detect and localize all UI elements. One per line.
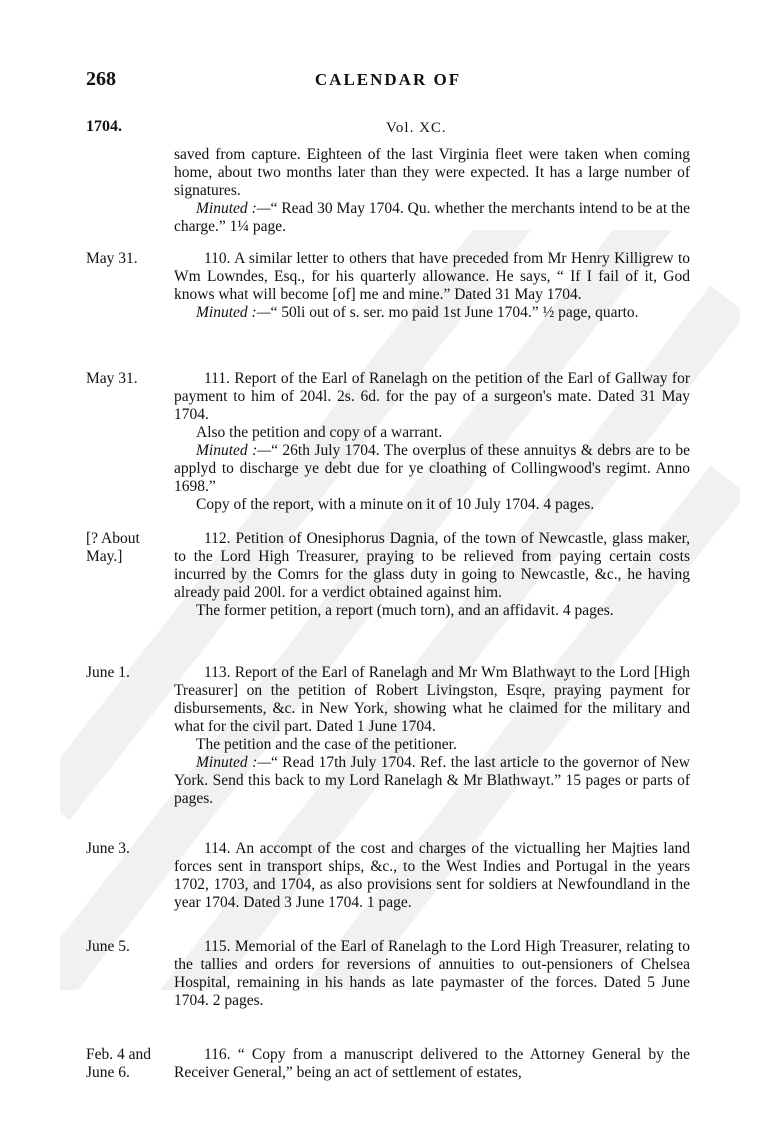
minute-text: “ Read 17th July 1704. Ref. the last article to the governor of New York. Send this back to my Lord Ranelagh & Mr Blathwayt.” 15 pages or parts of pages. (174, 754, 690, 807)
entry-date: May 31. (86, 370, 138, 387)
sub-header (86, 118, 690, 140)
entry-extra: The former petition, a report (much torn), and an affidavit. 4 pages. (196, 602, 614, 619)
entry-text: 113. Report of the Earl of Ranelagh and Mr Wm Blathwayt to the Lord [High Treasurer] on the petition of Robert Livingston, Esqre, praying payment for disbursements, &c. in New York, showing what he claimed for the military and what for the civil part. Dated 1 June 1704. (174, 664, 690, 735)
entry-minute (174, 200, 690, 236)
entry-text: 112. Petition of Onesiphorus Dagnia, of the town of Newcastle, glass maker, to the Lord High Treasurer, praying to be relieved from paying certain costs incurred by the Comrs for the glass duty in going to Newcastle, &c., he having already paid 200l. for a verdict obtained against him. (174, 530, 690, 601)
entry-text: 116. “ Copy from a manuscript delivered to the Attorney General by the Receiver General,” being an act of settlement of estates, (174, 1046, 690, 1081)
page-header (86, 68, 690, 98)
entry-body (174, 146, 690, 236)
entry-date: June 3. (86, 840, 130, 857)
entry-body (174, 250, 690, 322)
entry-minute (174, 754, 690, 808)
entry-extra: The petition and the case of the petitioner. (196, 736, 457, 753)
volume-label: Vol. XC. (386, 120, 447, 136)
minute-label: Minuted :— (196, 754, 272, 771)
entry-date: Feb. 4 and June 6. (86, 1046, 152, 1081)
entry-date: June 1. (86, 664, 130, 681)
minute-text: “ 26th July 1704. The overplus of these annuitys & debrs are to be applyd to discharge ye debt due for ye cloathing of Collingwood's regimt. Anno 1698.” (174, 442, 690, 495)
entry-body (174, 664, 690, 808)
entry-text: saved from capture. Eighteen of the last Virginia fleet were taken when coming home, about two months later than they were expected. It has a large number of signatures. (174, 146, 690, 199)
entry-minute (174, 442, 690, 496)
entry-text: 110. A similar letter to others that have preceded from Mr Henry Killigrew to Wm Lowndes, Esq., for his quarterly allowance. He says, “ If I fail of it, God knows what will become [of] me and mine.” Dated 31 May 1704. (174, 250, 690, 303)
minute-label: Minuted :— (196, 442, 272, 459)
minute-label: Minuted :— (196, 200, 271, 217)
year-label: 1704. (86, 118, 122, 135)
entry-text: 115. Memorial of the Earl of Ranelagh to the Lord High Treasurer, relating to the tallies and orders for reversions of annuities to out-pensioners of Chelsea Hospital, remaining in his hands as late paymaster of the forces. Dated 5 June 1704. 2 pages. (174, 938, 690, 1009)
entry-body (174, 1046, 690, 1082)
minute-text: “ 50li out of s. ser. mo paid 1st June 1704.” ½ page, quarto. (270, 304, 639, 321)
entry-body (174, 840, 690, 912)
minute-label: Minuted :— (196, 304, 271, 321)
entry-minute (174, 304, 690, 322)
page-number: 268 (86, 68, 116, 90)
entry-extra: Copy of the report, with a minute on it of 10 July 1704. 4 pages. (196, 496, 595, 513)
entry-body (174, 530, 690, 620)
entry-date: June 5. (86, 938, 130, 955)
entry-extra: Also the petition and copy of a warrant. (196, 424, 443, 441)
entry-date: May 31. (86, 250, 138, 267)
entry-text: 111. Report of the Earl of Ranelagh on the petition of the Earl of Gallway for payment to him of 204l. 2s. 6d. for the pay of a surgeon's mate. Dated 31 May 1704. (174, 370, 690, 423)
minute-text: “ Read 30 May 1704. Qu. whether the merchants intend to be at the charge.” 1¼ page. (174, 200, 690, 235)
entry-date: [? About May.] (86, 530, 140, 565)
entry-text: 114. An accompt of the cost and charges of the victualling her Majties land forces sent in transport ships, &c., to the West Indies and Portugal in the years 1702, 1703, and 1704, as also provisions sent for soldiers at Newfoundland in the year 1704. Dated 3 June 1704. 1 page. (174, 840, 690, 911)
running-head: CALENDAR OF (314, 70, 462, 89)
entry-body (174, 938, 690, 1010)
entry-body (174, 370, 690, 514)
